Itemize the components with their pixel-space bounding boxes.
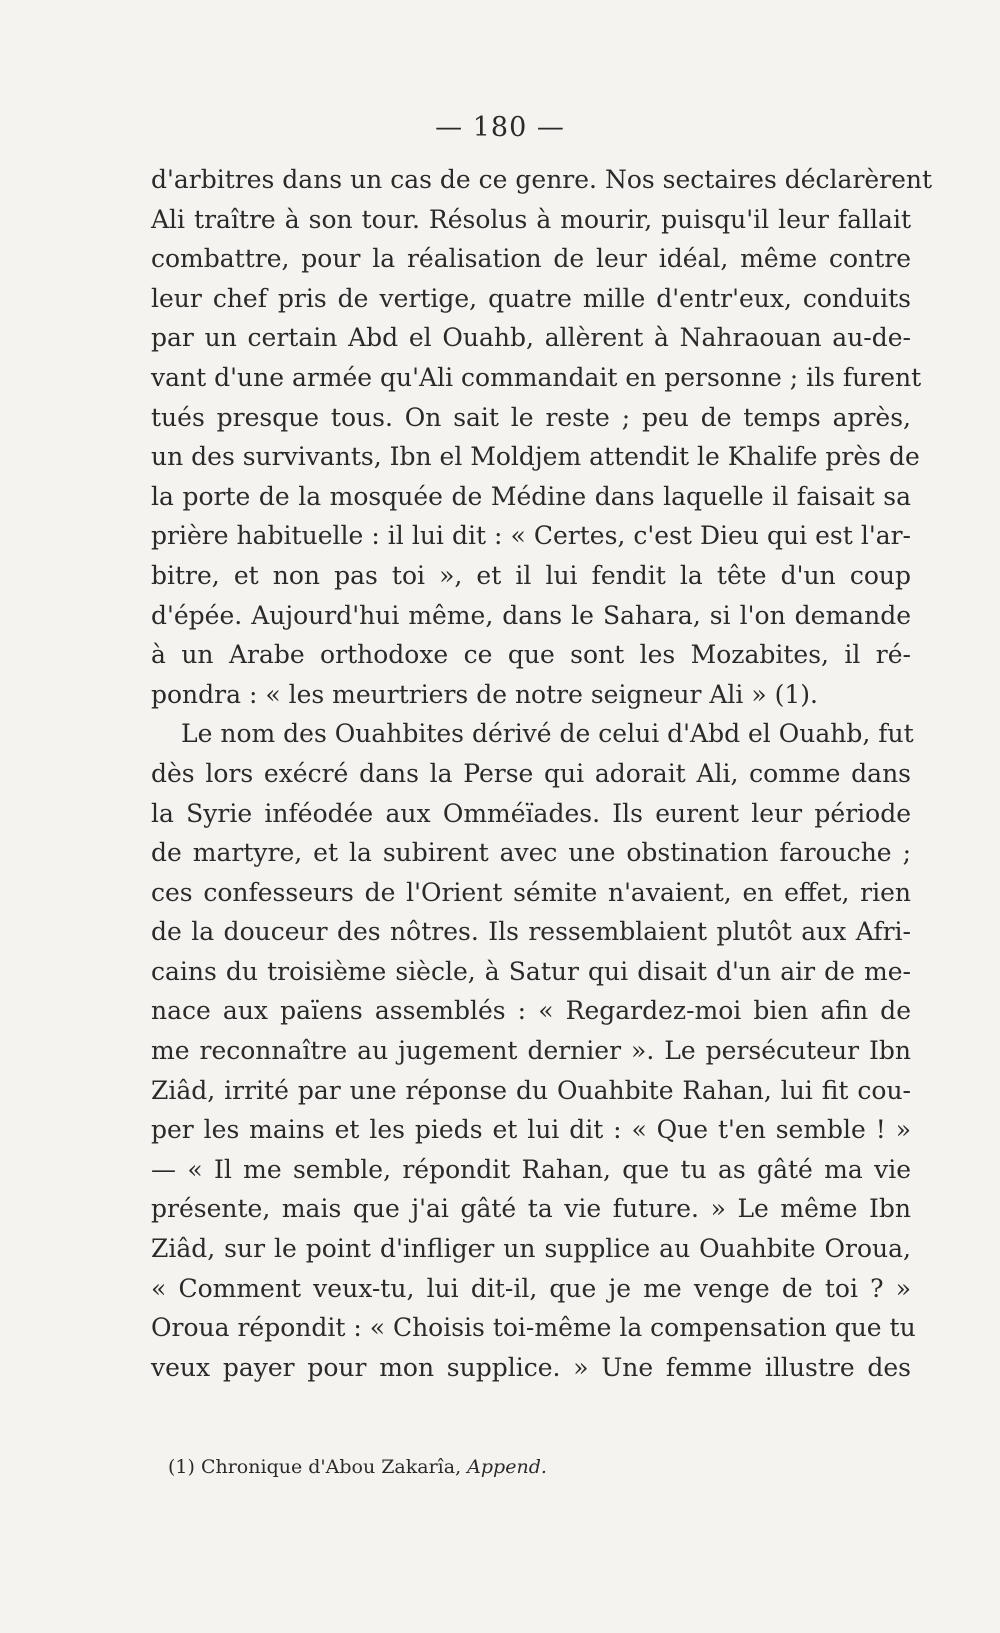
- footnote: [168, 1456, 547, 1478]
- text-line: d'épée. Aujourd'hui même, dans le Sahara, si l'on demande: [151, 600, 911, 630]
- text-line: veux payer pour mon supplice. » Une femme illustre des: [151, 1352, 911, 1382]
- text-line: leur chef pris de vertige, quatre mille d'entr'eux, conduits: [151, 283, 911, 313]
- text-line: tués presque tous. On sait le reste ; peu de temps après,: [151, 402, 911, 432]
- text-line: vant d'une armée qu'Ali commandait en personne ; ils furent: [151, 362, 922, 392]
- text-line: présente, mais que j'ai gâté ta vie future. » Le même Ibn: [151, 1194, 911, 1224]
- text-line: dès lors exécré dans la Perse qui adorait Ali, comme dans: [151, 758, 911, 788]
- text-line: me reconnaître au jugement dernier ». Le persécuteur Ibn: [151, 1036, 911, 1066]
- text-line: combattre, pour la réalisation de leur idéal, même contre: [151, 244, 911, 274]
- text-line: nace aux païens assemblés : « Regardez-moi bien afin de: [151, 996, 911, 1026]
- text-line: de martyre, et la subirent avec une obstination farouche ;: [151, 838, 911, 868]
- text-line: d'arbitres dans un cas de ce genre. Nos sectaires déclarèrent: [151, 165, 933, 194]
- footnote-italic: Append.: [467, 1456, 547, 1478]
- text-line: cains du troisième siècle, à Satur qui disait d'un air de me-: [151, 956, 911, 986]
- text-line: ces confesseurs de l'Orient sémite n'avaient, en effet, rien: [151, 877, 911, 907]
- text-line: par un certain Abd el Ouahb, allèrent à Nahraouan au-de-: [151, 323, 911, 353]
- text-line: — « Il me semble, répondit Rahan, que tu as gâté ma vie: [151, 1154, 911, 1184]
- text-line: Oroua répondit : « Choisis toi-même la compensation que tu: [151, 1313, 916, 1343]
- text-line: Ziâd, sur le point d'infliger un supplice au Ouahbite Oroua,: [151, 1234, 911, 1264]
- text-line: de la douceur des nôtres. Ils ressemblaient plutôt aux Afri-: [151, 917, 911, 947]
- body-text: [151, 160, 933, 1387]
- text-line: à un Arabe orthodoxe ce que sont les Mozabites, il ré-: [151, 640, 911, 670]
- text-line: per les mains et les pieds et lui dit : « Que t'en semble ! »: [151, 1115, 911, 1145]
- text-line: Ali traître à son tour. Résolus à mourir, puisqu'il leur fallait: [151, 204, 911, 234]
- text-line: bitre, et non pas toi », et il lui fendit la tête d'un coup: [151, 560, 911, 590]
- text-line-paragraph-start: Le nom des Ouahbites dérivé de celui d'Abd el Ouahb, fut: [181, 719, 914, 749]
- footnote-text: (1) Chronique d'Abou Zakarîa,: [168, 1456, 468, 1478]
- text-line: Ziâd, irrité par une réponse du Ouahbite Rahan, lui fit cou-: [151, 1075, 911, 1105]
- text-line: « Comment veux-tu, lui dit-il, que je me venge de toi ? »: [151, 1273, 911, 1303]
- text-line: prière habituelle : il lui dit : « Certes, c'est Dieu qui est l'ar-: [151, 521, 911, 551]
- text-line: un des survivants, Ibn el Moldjem attendit le Khalife près de: [151, 442, 920, 472]
- text-line-paragraph-end: pondra : « les meurtriers de notre seigneur Ali » (1).: [151, 679, 818, 709]
- text-line: la porte de la mosquée de Médine dans laquelle il faisait sa: [151, 481, 911, 511]
- text-line: la Syrie inféodée aux Omméïades. Ils eurent leur période: [151, 798, 911, 828]
- page-number: — 180 —: [435, 112, 565, 143]
